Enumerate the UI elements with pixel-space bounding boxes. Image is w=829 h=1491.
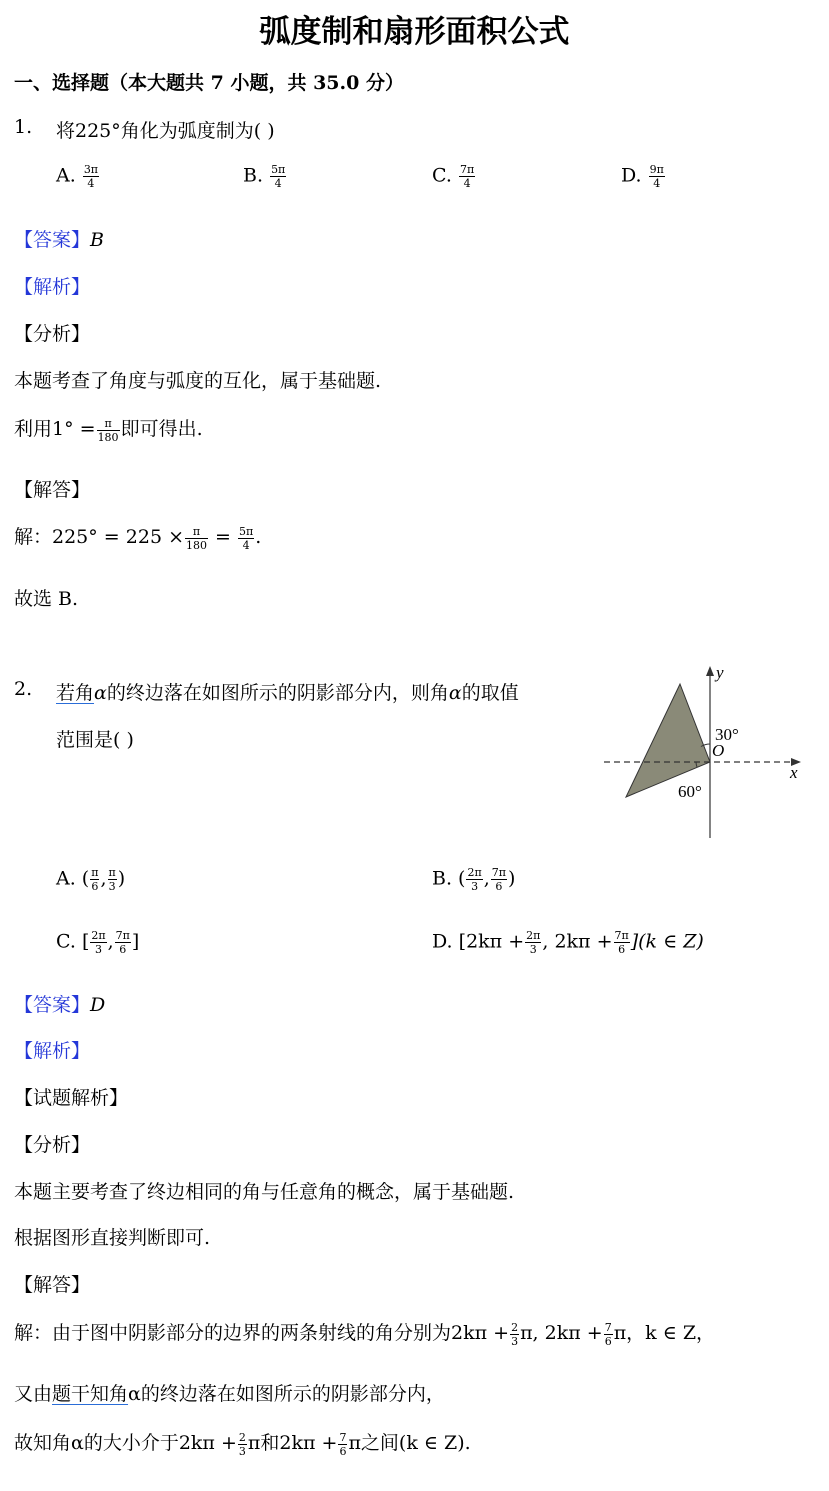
- option-letter: D.: [621, 164, 642, 187]
- angle-30-label: 30°: [715, 725, 739, 744]
- q2-solution-line2: [14, 1379, 445, 1406]
- origin-label: O: [712, 741, 725, 760]
- denominator: 3: [238, 1444, 246, 1458]
- denominator: 3: [471, 880, 479, 893]
- text: 故知角α的大小介于2kπ +: [14, 1432, 237, 1454]
- q2-stem-line2: 范围是( ): [56, 729, 134, 751]
- option-fraction: [270, 163, 286, 190]
- denominator: 6: [91, 880, 99, 893]
- angle-figure: [598, 662, 808, 844]
- y-axis-arrow-icon: [706, 666, 714, 676]
- q1-method-line: [14, 414, 203, 444]
- angle-60-label: 60°: [678, 782, 702, 801]
- q2-option-a: A. ( $\frac{\pi}{6}$ , $\frac{\pi}{3}$ ): [56, 866, 126, 893]
- numerator: 2: [238, 1430, 246, 1444]
- option-letter: A.: [56, 164, 76, 187]
- text: 解：由于图中阴影部分的边界的两条射线的角分别为2kπ +: [14, 1322, 510, 1344]
- answer-tag: 【答案】: [14, 994, 91, 1016]
- denominator: 6: [618, 943, 626, 956]
- text: π，k ∈ Z，: [613, 1322, 716, 1344]
- denominator: 6: [495, 880, 503, 893]
- fraction: [185, 525, 208, 552]
- text: π和2kπ +: [247, 1432, 338, 1454]
- numerator: 2π: [526, 929, 541, 942]
- denominator: 6: [119, 943, 127, 956]
- numerator: π: [185, 525, 208, 539]
- q2-answer: [14, 990, 105, 1017]
- q1-conclusion: 故选 B.: [14, 588, 79, 610]
- q2-jiexi-tag: 【解析】: [14, 1040, 91, 1062]
- q1-fenxi-tag: 【分析】: [14, 323, 91, 345]
- denominator: 180: [97, 430, 119, 444]
- fraction: [466, 866, 482, 893]
- q1-answer: [14, 225, 104, 252]
- answer-value: B: [90, 229, 104, 251]
- denominator: 4: [242, 538, 250, 552]
- text: [2kπ +: [458, 930, 525, 953]
- numerator: 7: [339, 1430, 347, 1444]
- q1-option-d: [621, 163, 666, 190]
- denominator: 6: [339, 1444, 347, 1458]
- q2-jieda-tag: 【解答】: [14, 1274, 91, 1296]
- denominator: 3: [529, 943, 537, 956]
- numerator: 5π: [239, 524, 254, 538]
- fraction: [97, 417, 120, 444]
- denominator: 4: [653, 177, 661, 190]
- numerator: 9π: [649, 163, 664, 176]
- q2-shiti-tag: 【试题解析】: [14, 1087, 129, 1109]
- fraction: [525, 929, 541, 956]
- text: 解：225° = 225 ×: [14, 526, 184, 548]
- numerator: π: [91, 866, 99, 879]
- fraction: [238, 1431, 247, 1458]
- numerator: π: [97, 417, 120, 431]
- section-heading: 一、选择题（本大题共 7 小题，共 35.0 分）: [14, 72, 404, 94]
- option-fraction: [649, 163, 665, 190]
- q2-method-line: 根据图形直接判断即可.: [14, 1227, 211, 1249]
- fraction: [338, 1431, 347, 1458]
- text: 的取值: [461, 682, 519, 704]
- fraction: [238, 525, 254, 552]
- denominator: 3: [94, 943, 102, 956]
- denominator: 4: [463, 177, 471, 190]
- option-letter: B.: [243, 164, 264, 187]
- fraction: [491, 866, 507, 893]
- numerator: 7: [604, 1320, 612, 1334]
- option-fraction: [459, 163, 475, 190]
- text: π之间(k ∈ Z).: [348, 1432, 471, 1454]
- numerator: 3π: [83, 163, 99, 176]
- q1-option-c: [432, 163, 476, 190]
- q2-stem: [56, 678, 519, 705]
- q1-jieda-tag: 【解答】: [14, 479, 91, 501]
- option-letter: B.: [432, 867, 453, 890]
- shaded-region: [626, 684, 710, 797]
- q1-option-a: [56, 163, 100, 190]
- fraction: [614, 929, 630, 956]
- x-label: x: [790, 763, 798, 782]
- text: 又由: [14, 1383, 53, 1405]
- answer-tag: 【答案】: [14, 229, 91, 251]
- text: 利用1° =: [14, 418, 96, 440]
- numerator: 7π: [491, 866, 506, 879]
- denominator: 180: [186, 538, 207, 552]
- text: =: [215, 526, 231, 548]
- option-letter: C.: [56, 930, 76, 953]
- numerator: 2π: [467, 866, 482, 879]
- denominator: 4: [87, 177, 95, 190]
- q2-analysis-line: 本题主要考查了终边相同的角与任意角的概念，属于基础题.: [14, 1181, 515, 1203]
- fraction: [108, 866, 117, 893]
- page-title: 弧度制和扇形面积公式: [259, 14, 570, 50]
- q2-option-b: B. ( $\frac{2\pi}{3}$ , $\frac{7\pi}{6}$ ): [432, 866, 516, 893]
- text: ](k ∈ Z): [630, 930, 704, 953]
- denominator: 6: [604, 1334, 612, 1348]
- denominator: 4: [274, 177, 282, 190]
- text: 若角: [56, 682, 95, 704]
- text: 即可得出.: [120, 418, 203, 440]
- text: 题干知角: [52, 1383, 129, 1405]
- option-fraction: [83, 163, 99, 190]
- text: .: [255, 526, 262, 548]
- numerator: 7π: [459, 163, 475, 176]
- denominator: 3: [108, 880, 116, 893]
- q1-option-b: [243, 163, 287, 190]
- option-letter: D.: [432, 930, 453, 953]
- numerator: 5π: [271, 163, 286, 176]
- option-letter: A.: [56, 867, 76, 890]
- numerator: 2: [511, 1320, 519, 1334]
- fraction: [604, 1321, 613, 1348]
- q2-solution-line1: [14, 1318, 715, 1348]
- text: α的终边落在如图所示的阴影部分内，: [128, 1383, 445, 1405]
- answer-value: D: [90, 994, 106, 1016]
- y-label: y: [716, 663, 724, 682]
- fraction: [115, 929, 131, 956]
- option-letter: C.: [432, 164, 452, 187]
- fraction: [90, 929, 106, 956]
- text: π, 2kπ +: [520, 1322, 603, 1344]
- numerator: 7π: [614, 929, 629, 942]
- q2-option-c: C. [ $\frac{2\pi}{3}$ , $\frac{7\pi}{6}$ ]: [56, 929, 140, 956]
- q1-number: 1.: [14, 116, 33, 138]
- q1-analysis-line: 本题考查了角度与弧度的互化，属于基础题.: [14, 370, 382, 392]
- text: 的终边落在如图所示的阴影部分内，则角: [106, 682, 449, 704]
- text: , 2kπ +: [542, 930, 613, 953]
- alpha: α: [448, 682, 462, 704]
- numerator: π: [108, 866, 116, 879]
- q2-number: 2.: [14, 678, 33, 700]
- q1-solution-line: [14, 522, 261, 552]
- alpha: α: [94, 682, 107, 704]
- q2-fenxi-tag: 【分析】: [14, 1134, 91, 1156]
- q2-solution-line3: [14, 1428, 471, 1458]
- fraction: [90, 866, 99, 893]
- q1-stem: 将225°角化为弧度制为( ): [56, 120, 275, 142]
- q1-jiexi-tag: 【解析】: [14, 276, 91, 298]
- q2-option-d: [432, 929, 704, 956]
- denominator: 3: [511, 1334, 519, 1348]
- numerator: 7π: [115, 929, 130, 942]
- fraction: [510, 1321, 519, 1348]
- numerator: 2π: [91, 929, 106, 942]
